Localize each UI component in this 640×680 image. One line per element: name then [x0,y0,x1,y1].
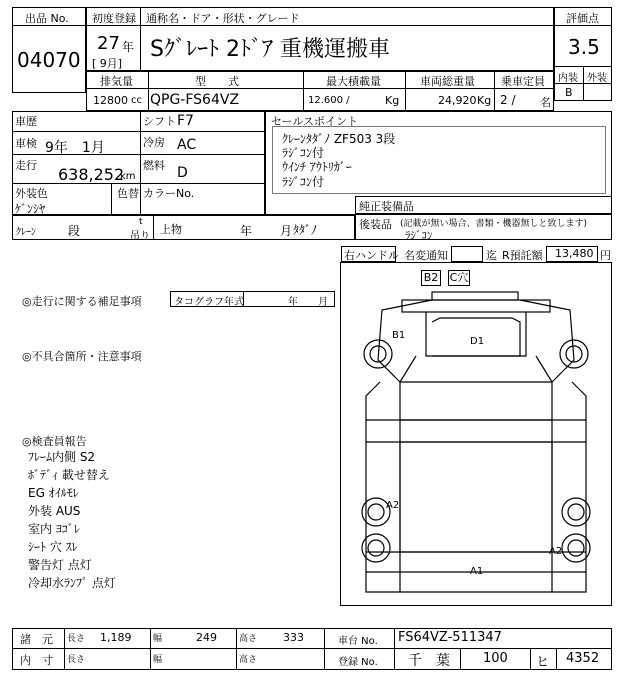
first-reg-label: 初度登録 [92,12,136,25]
color-label: 外装色 [15,187,48,200]
name-change-box [451,246,483,262]
mark-a2-left: A2 [386,500,400,511]
chassis-value: FS64VZ-511347 [398,630,502,645]
interior-grade: B [565,86,573,99]
inner-length-label: 長さ [67,655,86,665]
height-label: 高さ [239,634,258,644]
mark-b1: B1 [392,330,406,341]
lot-number: 04070 [17,48,81,72]
displacement-label: 排気量 [100,75,133,88]
interior-label: 内装 [558,73,578,84]
fuel-value: D [177,165,188,181]
defects-label: ◎不具合箇所・注意事項 [22,350,142,363]
handle-value: 右ハンドル [344,249,399,262]
reg-class: 100 [483,651,508,666]
max-load-unit: Kg [385,94,400,107]
inner-height-label: 高さ [239,655,258,665]
mark-a2-right: A2 [549,546,563,557]
crane-label: ｸﾚｰﾝ [16,227,36,238]
genuine-label: 純正装備品 [359,200,414,213]
recycle-amount: 13,480 [555,247,594,260]
sales-point-item: ﾗｼﾞｺﾝ付 [282,146,325,160]
frame-month-label: 月 [280,224,293,238]
mileage-unit: km [120,171,136,182]
name-change-until: 迄 [486,249,497,262]
tacho-year: 年 [288,297,298,308]
inspector-item: EG ｵｲﾙﾓﾚ [28,486,79,500]
shift-label: シフト [143,115,176,128]
tacho-label: タコグラフ年式 [174,297,244,308]
frame-year-label: 年 [240,224,253,238]
inner-width-label: 幅 [153,655,163,665]
sales-points-label: セールスポイント [271,115,359,128]
chassis-label: 車台 No. [338,636,378,647]
dims-label: 諸 元 [20,633,53,646]
vehicle-name: Sｸﾞﾚｰﾄ 2ﾄﾞｱ 重機運搬車 [150,37,390,62]
crane-tonnage-sub: 吊り [130,231,150,242]
length-value: 1,189 [100,631,132,644]
reg-area: 千 葉 [408,653,450,669]
sales-point-item: ｳｲﾝﾁ ｱｳﾄﾘｶﾞｰ [282,160,352,174]
inspector-item: 冷却水ﾗﾝﾌﾟ 点灯 [28,576,116,590]
mileage-label: 走行 [15,159,37,172]
aftermarket-note: (記載が無い場合、書類・機器無しと致します) [400,219,588,229]
reg-year: 27 [97,33,120,54]
inspector-item: ｼｰﾄ 穴 ｽﾚ [28,540,78,554]
color-value: ｹﾞﾝｼﾔ [15,202,46,216]
recycle-label: R預託額 [502,249,543,262]
width-label: 幅 [153,634,163,644]
sales-point-item: ﾗｼﾞｺﾝ付 [282,175,325,189]
score-value: 3.5 [568,35,600,59]
exterior-label: 外装 [587,73,607,84]
frame-value: ﾀﾀﾞﾉ [293,223,318,237]
lot-label: 出品 No. [25,12,69,25]
aftermarket-label: 後装品 [359,218,392,231]
capacity-unit: 名 [540,96,551,109]
displacement-unit: cc [131,95,142,106]
inspector-item: 室内 ﾖｺﾞﾚ [28,522,80,536]
inspector-label: ◎検査員報告 [22,435,87,448]
frame-label: 上物 [160,223,182,236]
fuel-label: 燃料 [143,159,165,172]
inspector-item: 外装 AUS [28,504,81,518]
inspector-item: ﾌﾚｰﾑ内側 S2 [28,450,96,464]
inspector-item: ﾎﾞﾃﾞｨ 載せ替え [28,468,110,482]
name-change-label: 名変通知 [404,249,448,262]
color-code-label: カラーNo. [143,187,195,200]
crane-tonnage-label: t [139,217,143,227]
displacement-value: 12800 [93,94,128,107]
mileage-value: 638,252 [58,165,125,184]
gross-label: 車両総重量 [420,75,475,88]
mark-d1: D1 [470,336,485,347]
ac-label: 冷房 [143,136,165,149]
reg-kana: ヒ [536,655,550,670]
mark-b2: B2 [421,270,441,286]
height-value: 333 [283,631,304,644]
ac-value: AC [177,137,197,153]
reg-number: 4352 [566,651,600,666]
capacity-label: 乗車定員 [501,75,545,88]
crane-stage-label: 段 [68,224,81,238]
mark-a1: A1 [470,566,484,577]
model-value: QPG-FS64VZ [150,92,240,108]
gross-unit: Kg [477,94,492,107]
driving-notes-label: ◎走行に関する補足事項 [22,295,142,308]
shift-value: F7 [177,113,194,129]
inspector-list [28,448,116,592]
reg-label: 登録 No. [338,657,378,668]
reg-month: [ 9月] [92,57,123,70]
max-load-label: 最大積載量 [326,75,381,88]
max-load-value: 12.600 / [308,95,350,106]
color-no-label: 色替 [117,187,139,200]
inspector-item: 警告灯 点灯 [28,558,92,572]
tacho-month: 月 [318,297,328,308]
mark-c-hole: C穴 [449,271,469,284]
gross-value: 24,920 [438,94,477,107]
model-label: 型 式 [195,75,239,88]
width-value: 249 [196,631,217,644]
inspection-value: 9年 1月 [45,140,105,156]
name-label: 通称名・ドア・形状・グレード [146,12,300,25]
history-label: 車歴 [15,115,37,128]
score-label: 評価点 [566,12,599,25]
aftermarket-value: ﾗｼﾞｺﾝ [405,229,433,242]
capacity-value: 2 / [500,93,516,107]
truck-diagram [340,262,612,606]
reg-year-unit: 年 [122,40,135,54]
recycle-unit: 円 [600,249,611,262]
sales-point-item: ｸﾚｰﾝﾀﾀﾞﾉ ZF503 3段 [282,132,396,146]
inspection-label: 車検 [15,137,37,150]
length-label: 長さ [67,634,86,644]
inner-label: 内 寸 [20,654,53,667]
